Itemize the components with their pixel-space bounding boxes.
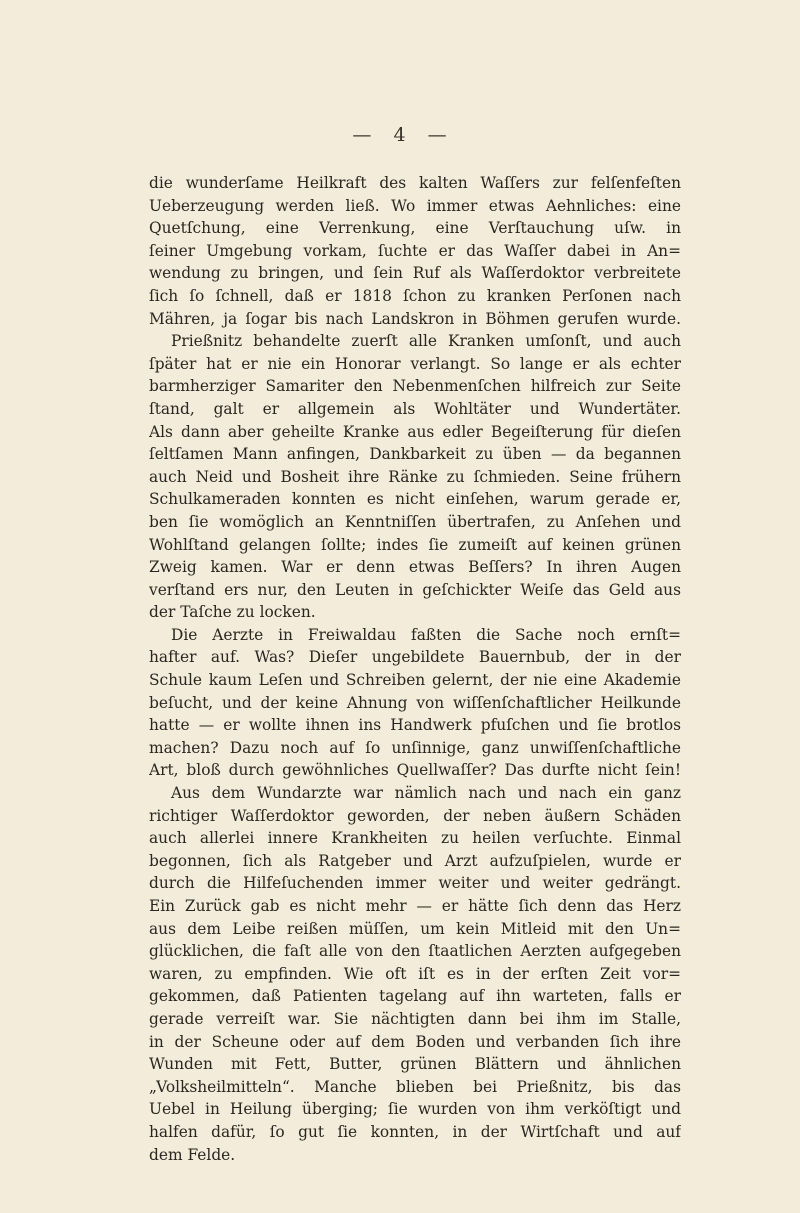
text-line: Art, bloß durch gewöhnliches Quellwaſſer? Das durfte nicht ſein! [149,761,681,780]
text-line: machen? Dazu noch auf ſo unſinnige, ganz unwiſſenſchaftliche [149,738,681,757]
text-line: auch allerlei innere Krankheiten zu heilen verſuchte. Einmal [149,829,681,848]
text-line: in der Scheune oder auf dem Boden und verbanden ſich ihre [149,1032,681,1051]
text-line: Schule kaum Leſen und Schreiben gelernt, der nie eine Akademie [149,671,681,690]
text-line: Ueberzeugung werden ließ. Wo immer etwas Aehnliches: eine [149,196,681,215]
paragraph-start-line: Prießnitz behandelte zuerſt alle Kranken umſonſt, und auch [171,332,681,351]
right-dash: — [427,124,448,146]
text-line: ſtand, galt er allgemein als Wohltäter und Wundertäter. [149,399,681,418]
left-dash: — [352,124,373,146]
page-number-header [0,124,800,146]
text-line: hafter auf. Was? Dieſer ungebildete Bauernbub, der in der [149,648,681,667]
text-line: ſeiner Umgebung vorkam, ſuchte er das Waſſer dabei in An= [149,241,681,260]
text-line: gekommen, daß Patienten tagelang auf ihn warteten, falls er [149,987,681,1006]
paragraph-start-line: Aus dem Wundarzte war nämlich nach und nach ein ganz [171,784,681,803]
text-line: ben ſie womöglich an Kenntniſſen übertrafen, zu Anſehen und [149,512,681,531]
text-line: beſucht, und der keine Ahnung von wiſſenſchaftlicher Heilkunde [149,693,681,712]
text-line: ſpäter hat er nie ein Honorar verlangt. So lange er als echter [149,354,681,373]
text-line: hatte — er wollte ihnen ins Handwerk pfuſchen und ſie brotlos [149,716,681,735]
text-line: ſeltſamen Mann anfingen, Dankbarkeit zu üben — da begannen [149,445,681,464]
text-line: gerade verreiſt war. Sie nächtigten dann bei ihm im Stalle, [149,1009,681,1028]
text-line: „Volksheilmitteln“. Manche blieben bei Prießnitz, bis das [149,1077,681,1096]
text-line: begonnen, ſich als Ratgeber und Arzt aufzuſpielen, wurde er [149,851,681,870]
text-line: Als dann aber geheilte Kranke aus edler Begeiſterung für dieſen [149,422,681,441]
text-line: glücklichen, die faſt alle von den ſtaatlichen Aerzten aufgegeben [149,942,681,961]
text-line: waren, zu empfinden. Wie oft iſt es in der erſten Zeit vor= [149,964,681,983]
text-line: wendung zu bringen, und ſein Ruf als Waſſerdoktor verbreitete [149,264,681,283]
text-line: richtiger Waſſerdoktor geworden, der neben äußern Schäden [149,806,681,825]
text-line: Quetſchung, eine Verrenkung, eine Verſtauchung uſw. in [149,219,681,238]
page-number: 4 [393,124,407,146]
text-line: barmherziger Samariter den Nebenmenſchen hilfreich zur Seite [149,377,681,396]
text-line: Mähren, ja ſogar bis nach Landskron in Böhmen gerufen wurde. [149,309,681,328]
text-line: auch Neid und Bosheit ihre Ränke zu ſchmieden. Seine frühern [149,467,681,486]
text-line: Zweig kamen. War er denn etwas Beſſers? In ihren Augen [149,558,681,577]
text-line: Uebel in Heilung überging; ſie wurden von ihm verköſtigt und [149,1100,681,1119]
text-line: ſich ſo ſchnell, daß er 1818 ſchon zu kranken Perſonen nach [149,286,681,305]
body-text [149,172,681,1166]
paragraph-end-line: der Taſche zu locken. [149,603,316,622]
text-line: durch die Hilfeſuchenden immer weiter und weiter gedrängt. [149,874,681,893]
text-line: Wohlſtand gelangen ſollte; indes ſie zumeiſt auf keinen grünen [149,535,681,554]
text-line: halfen dafür, ſo gut ſie konnten, in der Wirtſchaft und auf [149,1122,681,1141]
text-line: Schulkameraden konnten es nicht einſehen, warum gerade er, [149,490,681,509]
text-line: Wunden mit Fett, Butter, grünen Blättern und ähnlichen [149,1055,681,1074]
text-line: die wunderſame Heilkraft des kalten Waſſers zur felſenfeſten [149,174,681,192]
paragraph-end-line: dem Felde. [149,1145,236,1164]
text-line: Ein Zurück gab es nicht mehr — er hätte ſich denn das Herz [149,897,681,915]
text-line: verſtand ers nur, den Leuten in geſchickter Weiſe das Geld aus [149,580,681,599]
text-line: aus dem Leibe reißen müſſen, um kein Mitleid mit den Un= [149,919,681,938]
paragraph-start-line: Die Aerzte in Freiwaldau faßten die Sache noch ernſt= [171,625,681,644]
